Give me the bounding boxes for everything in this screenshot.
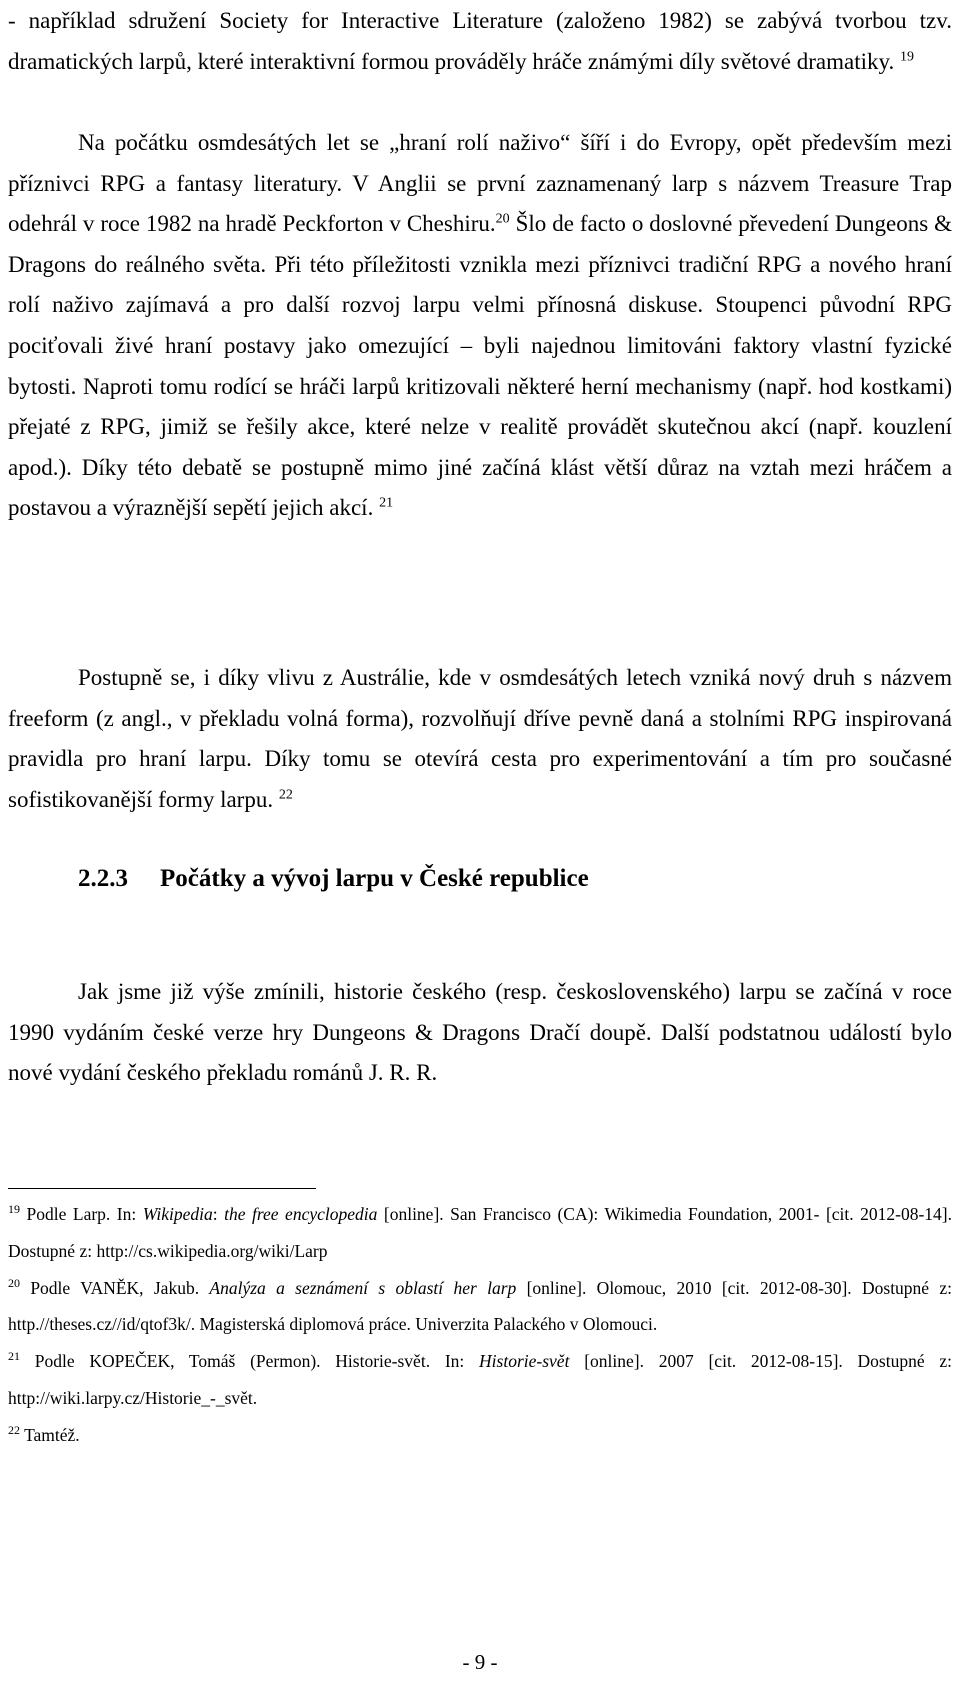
section-heading [78,865,589,893]
footnote-21: $^{21}$ Podle KOPEČEK, Tomáš (Permon). Historie-svět. In: Historie-svět [online]. 2007 [cit. 2012-08-15]. Dostupné z: http://wiki.larpy.cz/Historie_-_svět. [8,1349,953,1408]
section-number: 2.2.3 [78,865,128,892]
footnote-separator [8,1188,316,1189]
footnote-20: $^{20}$ Podle VANĚK, Jakub. Analýza a seznámení s oblastí her larp [online]. Olomouc, 2010 [cit. 2012-08-30]. Dostupné z: http.//theses.cz//id/qtof3k/. Magisterská diplomová práce. Univerzita Palackého v Olomouci. [8,1275,953,1335]
page-number: - 9 - [462,1650,498,1674]
footnotes [8,1196,952,1454]
paragraph-2: Na počátku osmdesátých let se „hraní rolí naživo“ šíří i do Evropy, opět především mezi příznivci RPG a fantasy literatury. V Anglii se první zaznamenaný larp s názvem Treasure Trap odehrál v roce 1982 na hradě Peckforton v Cheshiru.$^{20}$ Šlo de facto o doslovné převedení Dungeons & Dragons do reálného světa. Při této příležitosti vznikla mezi příznivci tradiční RPG a nového hraní rolí naživo zajímavá a pro další rozvoj larpu velmi přínosná diskuse. Stoupenci původní RPG pociťovali živé hraní postavy jako omezující – byli najednou limitováni faktory vlastní fyzické bytosti. Naproti tomu rodící se hráči larpů kritizovali některé herní mechanismy (např. hod kostkami) přejaté z RPG, jimiž se řešily akce, které nelze v realitě provádět skutečnou akcí (např. kouzlení apod.). Díky této debatě se postupně mimo jiné začíná klást větší důraz na vztah mezi hráčem a postavou a výraznější sepětí jejich akcí. $^{21}$ [8,130,953,521]
section-title: Počátky a vývoj larpu v České republice [160,865,589,892]
paragraph-1: - například sdružení Society for Interactive Literature (založeno 1982) se zabývá tvorbou tzv. dramatických larpů, které interaktivní formou prováděly hráče známými díly světové dramatiky. $^{19}$ [8,8,952,74]
paragraph-3: Postupně se, i díky vlivu z Austrálie, kde v osmdesátých letech vzniká nový druh s názvem freeform (z angl., v překladu volná forma), rozvolňují dříve pevně daná a stolními RPG inspirovaná pravidla pro hraní larpu. Díky tomu se otevírá cesta pro experimentování a tím pro současné sofistikovanější formy larpu. $^{22}$ [8,665,952,812]
footnote-22: $^{22}$ Tamtéž. [8,1422,80,1445]
paragraph-4: Jak jsme již výše zmínili, historie českého (resp. československého) larpu se začíná v roce 1990 vydáním české verze hry Dungeons & Dragons Dračí doupě. Další podstatnou událostí bylo nové vydání českého překladu románů J. R. R. [8,979,952,1086]
footnote-ref-21[interactable]: 21 [379,495,394,511]
footnote-ref-19[interactable]: 19 [900,48,915,64]
footnote-19: $^{19}$ Podle Larp. In: Wikipedia: the free encyclopedia [online]. San Francisco (CA): Wikimedia Foundation, 2001- [cit. 2012-08-14]. Dostupné z: http://cs.wikipedia.org/wiki/Larp [8,1202,953,1261]
footnote-ref-22[interactable]: 22 [278,787,293,803]
footnote-ref-20[interactable]: 20 [495,211,510,227]
